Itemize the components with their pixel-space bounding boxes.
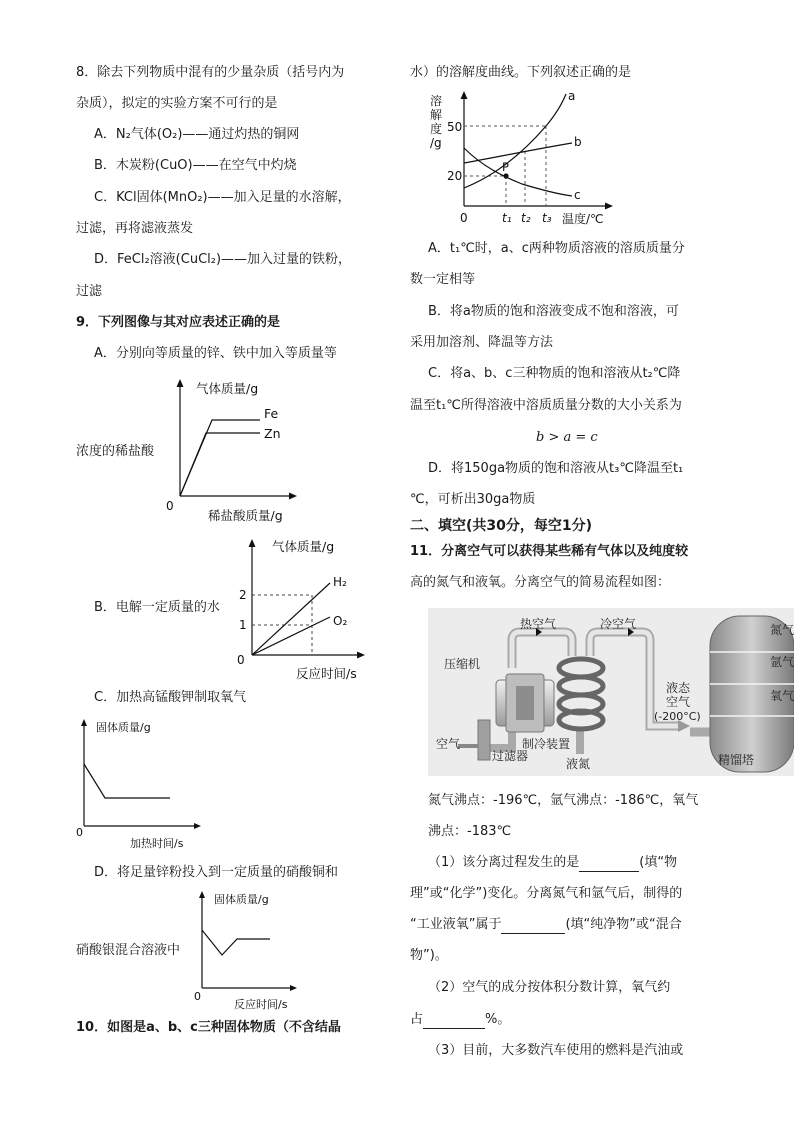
flow-hot-air: 热空气: [520, 617, 557, 631]
q11-blank-3[interactable]: [423, 1014, 485, 1029]
q11-stem-line1: 11．分离空气可以获得某些稀有气体以及纯度较: [410, 544, 689, 559]
sol-ylabel-3: 度: [430, 122, 443, 136]
sol-t1: t₁: [502, 211, 512, 225]
q8-option-d-line2: 过滤: [76, 284, 103, 299]
flow-cold-air: 冷空气: [600, 617, 637, 631]
sol-label-p: P: [502, 160, 509, 174]
sol-ylabel-1: 溶: [430, 94, 443, 108]
graph-b-tick-2: 2: [239, 588, 247, 602]
q9-option-c: C．加热高锰酸钾制取氧气: [94, 690, 247, 705]
q10-option-c-relation: b > a = c: [536, 430, 598, 445]
flow-out-1: 氮气: [770, 623, 794, 637]
curve-c: [464, 148, 572, 196]
sol-xlabel: 温度/℃: [562, 212, 604, 226]
graph-c-kmno4-heating: [72, 716, 212, 856]
graph-b-o2-line: [252, 617, 330, 655]
q11-sub2-line1: （2）空气的成分按体积分数计算，氧气约: [428, 980, 671, 995]
sol-t2: t₂: [521, 211, 531, 225]
graph-b-o2-label: O₂: [333, 614, 348, 628]
graph-a-origin: 0: [166, 499, 174, 513]
point-p: [503, 173, 508, 178]
q8-stem-line2: 杂质），拟定的实验方案不可行的是: [76, 96, 278, 111]
q11-sub1-text-d: “工业液氧”属于: [410, 917, 502, 932]
graph-b-water-electrolysis: [234, 536, 374, 686]
q10-option-b-line2: 采用加溶剂、降温等方法: [410, 335, 554, 350]
flow-liquid-air-3: (-200°C): [654, 710, 701, 723]
sol-ylabel-2: 解: [430, 108, 443, 122]
section-2-heading: 二、填空(共30分，每空1分): [410, 518, 593, 534]
q11-sub1-line3: [410, 916, 682, 934]
q11-sub2-text-c: %。: [485, 1012, 511, 1027]
q11-sub1-text-a: （1）该分离过程发生的是: [428, 855, 580, 870]
q10-stem-cont: 水）的溶解度曲线。下列叙述正确的是: [410, 65, 632, 80]
q9-option-a-line2: 浓度的稀盐酸: [76, 444, 155, 459]
graph-c-origin: 0: [76, 826, 83, 839]
graph-c-curve: [84, 764, 170, 798]
graph-a-ylabel: 气体质量/g: [196, 381, 259, 396]
graph-a-fe-line: [180, 420, 260, 496]
sol-label-c: c: [574, 188, 581, 202]
graph-b-ylabel: 气体质量/g: [272, 539, 335, 554]
q11-boiling-points-line1: 氮气沸点：-196℃，氩气沸点：-186℃，氧气: [428, 793, 699, 808]
q11-sub1-line2: 理”或“化学”)变化。分离氮气和氩气后，制得的: [410, 886, 683, 901]
flow-liquid-n: 液氮: [566, 757, 591, 771]
graph-d-ylabel: 固体质量/g: [214, 893, 269, 906]
graph-d-origin: 0: [194, 990, 201, 1003]
q10-option-a-line1: A．t₁℃时，a、c两种物质溶液的溶质质量分: [428, 241, 685, 256]
q9-option-d-line2: 硝酸银混合溶液中: [76, 943, 181, 958]
flow-tower: 精馏塔: [718, 753, 755, 767]
q10-option-c-line2: 温至t₁℃所得溶液中溶质质量分数的大小关系为: [410, 398, 682, 413]
q11-sub1-line4: 物”)。: [410, 948, 448, 963]
air-separation-flow-diagram: [428, 608, 794, 776]
q10-option-b-line1: B．将a物质的饱和溶液变成不饱和溶液，可: [428, 304, 679, 319]
graph-c-xlabel: 加热时间/s: [130, 837, 184, 850]
q11-sub3-line1: （3）目前，大多数汽车使用的燃料是汽油或: [428, 1043, 684, 1058]
q8-option-b: B．木炭粉(CuO)——在空气中灼烧: [94, 158, 297, 173]
sol-origin: 0: [460, 211, 468, 225]
sol-t3: t₃: [542, 211, 552, 225]
sol-tick-20: 20: [447, 169, 463, 183]
flow-liquid-air-1: 液态: [666, 681, 691, 695]
flow-compressor: 压缩机: [444, 657, 481, 671]
flow-liquid-air-2: 空气: [666, 695, 691, 709]
q10-option-a-line2: 数一定相等: [410, 272, 476, 287]
q11-sub2-line2: [410, 1011, 510, 1029]
q11-boiling-points-line2: 沸点：-183℃: [428, 824, 512, 839]
flow-cooler: 制冷装置: [522, 737, 571, 751]
graph-b-tick-1: 1: [239, 618, 247, 632]
curve-b: [464, 143, 572, 163]
graph-a-zn-label: Zn: [264, 426, 281, 441]
graph-b-h2-label: H₂: [333, 575, 347, 589]
q9-option-b: B．电解一定质量的水: [94, 600, 220, 615]
solubility-curve-graph: [422, 88, 642, 232]
sol-label-a: a: [568, 89, 576, 103]
graph-b-h2-line: [252, 583, 330, 655]
q10-stem: 10．如图是a、b、c三种固体物质（不含结晶: [76, 1020, 341, 1035]
graph-b-xlabel: 反应时间/s: [296, 666, 357, 681]
flow-out-3: 氧气: [770, 689, 794, 703]
graph-a-metal-acid: [160, 376, 310, 526]
graph-a-xlabel: 稀盐酸质量/g: [208, 508, 283, 523]
q8-option-c-line1: C．KCl固体(MnO₂)——加入足量的水溶解，: [94, 190, 351, 205]
q11-blank-2[interactable]: [501, 919, 565, 934]
q9-stem: 9．下列图像与其对应表述正确的是: [76, 315, 281, 330]
q10-option-c-line1: C．将a、b、c三种物质的饱和溶液从t₂℃降: [428, 366, 681, 381]
flow-out-2: 氩气: [770, 655, 794, 669]
q8-option-a: A．N₂气体(O₂)——通过灼热的铜网: [94, 127, 300, 142]
graph-b-origin: 0: [237, 653, 245, 667]
q11-sub1-text-e: (填“纯净物”或“混合: [565, 917, 682, 932]
flow-air: 空气: [436, 737, 461, 751]
q11-sub2-text-b: 占: [410, 1012, 424, 1027]
q10-option-d-line2: ℃，可析出30ga物质: [410, 492, 536, 507]
flow-filter: 过滤器: [492, 749, 529, 763]
q11-stem-line2: 高的氮气和液氧。分离空气的简易流程如图：: [410, 575, 671, 590]
q8-option-c-line2: 过滤，再将滤液蒸发: [76, 221, 194, 236]
q8-option-d-line1: D．FeCl₂溶液(CuCl₂)——加入过量的铁粉，: [94, 252, 352, 267]
sol-label-b: b: [574, 135, 582, 149]
sol-tick-50: 50: [447, 120, 463, 134]
q9-option-d-line1: D．将足量锌粉投入到一定质量的硝酸铜和: [94, 865, 339, 880]
q11-sub1-text-b: (填“物: [639, 855, 678, 870]
graph-d-curve: [202, 930, 270, 955]
graph-a-fe-label: Fe: [264, 406, 279, 421]
q9-option-a-line1: A．分别向等质量的锌、铁中加入等质量等: [94, 346, 337, 361]
graph-d-zinc-nitrates: [188, 888, 308, 1018]
q11-blank-1[interactable]: [579, 857, 639, 872]
q10-option-d-line1: D．将150ga物质的饱和溶液从t₃℃降温至t₁: [428, 461, 684, 476]
graph-c-ylabel: 固体质量/g: [96, 721, 151, 734]
graph-d-xlabel: 反应时间/s: [234, 998, 288, 1011]
graph-a-zn-line: [180, 433, 260, 496]
q11-sub1-line1: [428, 854, 677, 872]
sol-ylabel-4: /g: [430, 136, 442, 150]
q8-stem-line1: 8．除去下列物质中混有的少量杂质（括号内为: [76, 65, 345, 80]
curve-a: [464, 94, 566, 188]
